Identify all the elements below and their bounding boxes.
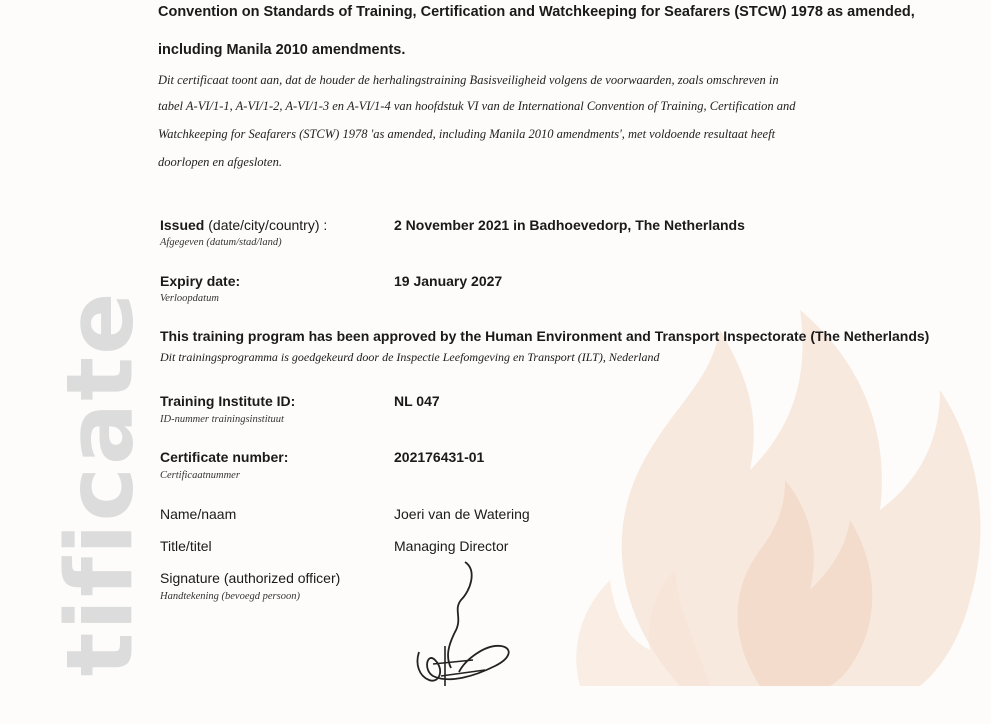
expiry-label: Expiry date: (160, 273, 241, 289)
convention-heading-line2: including Manila 2010 amendments. (158, 42, 406, 58)
signature-image (405, 560, 535, 686)
convention-heading-line1: Convention on Standards of Training, Certification and Watchkeeping for Seafarers (STCW) 1978 as amended, (158, 4, 915, 20)
title-value: Managing Director (394, 538, 509, 554)
certificate-number-sublabel: Certificaatnummer (160, 470, 240, 481)
dutch-statement-line3: Watchkeeping for Seafarers (STCW) 1978 'as amended, including Manila 2010 amendments', met voldoende resultaat heeft (158, 127, 776, 141)
expiry-sublabel: Verloopdatum (160, 293, 219, 304)
dutch-statement-line1: Dit certificaat toont aan, dat de houder de herhalingstraining Basisveiligheid volgens de voorwaarden, zoals omschreven in (158, 73, 779, 87)
dutch-statement-line4: doorlopen en afgesloten. (158, 155, 282, 169)
institute-id-value: NL 047 (394, 393, 440, 409)
expiry-value: 19 January 2027 (394, 273, 503, 289)
name-label: Name/naam (160, 506, 237, 522)
dutch-statement-line2: tabel A-VI/1-1, A-VI/1-2, A-VI/1-3 en A-VI/1-4 van hoofdstuk VI van de International Convention of Training, Certification and (158, 99, 796, 113)
issued-sublabel: Afgegeven (datum/stad/land) (160, 237, 282, 248)
certificate-number-label: Certificate number: (160, 449, 289, 465)
certificate-number-value: 202176431-01 (394, 449, 485, 465)
issued-label-bold: Issued (160, 217, 205, 233)
approval-english: This training program has been approved by the Human Environment and Transport Inspectorate (The Netherlands) (160, 328, 930, 344)
title-label: Title/titel (160, 538, 212, 554)
name-value: Joeri van de Watering (394, 506, 530, 522)
watermark-word: tificate (46, 290, 154, 677)
institute-id-sublabel: ID-nummer trainingsinstituut (160, 414, 284, 425)
institute-id-label: Training Institute ID: (160, 393, 296, 409)
issued-value: 2 November 2021 in Badhoevedorp, The Netherlands (394, 217, 745, 233)
approval-dutch: Dit trainingsprogramma is goedgekeurd door de Inspectie Leefomgeving en Transport (ILT), Nederland (160, 350, 660, 364)
signature-sublabel: Handtekening (bevoegd persoon) (160, 591, 300, 602)
issued-label-rest: (date/city/country) : (204, 217, 328, 233)
issued-label (160, 217, 327, 233)
signature-label: Signature (authorized officer) (160, 570, 341, 586)
